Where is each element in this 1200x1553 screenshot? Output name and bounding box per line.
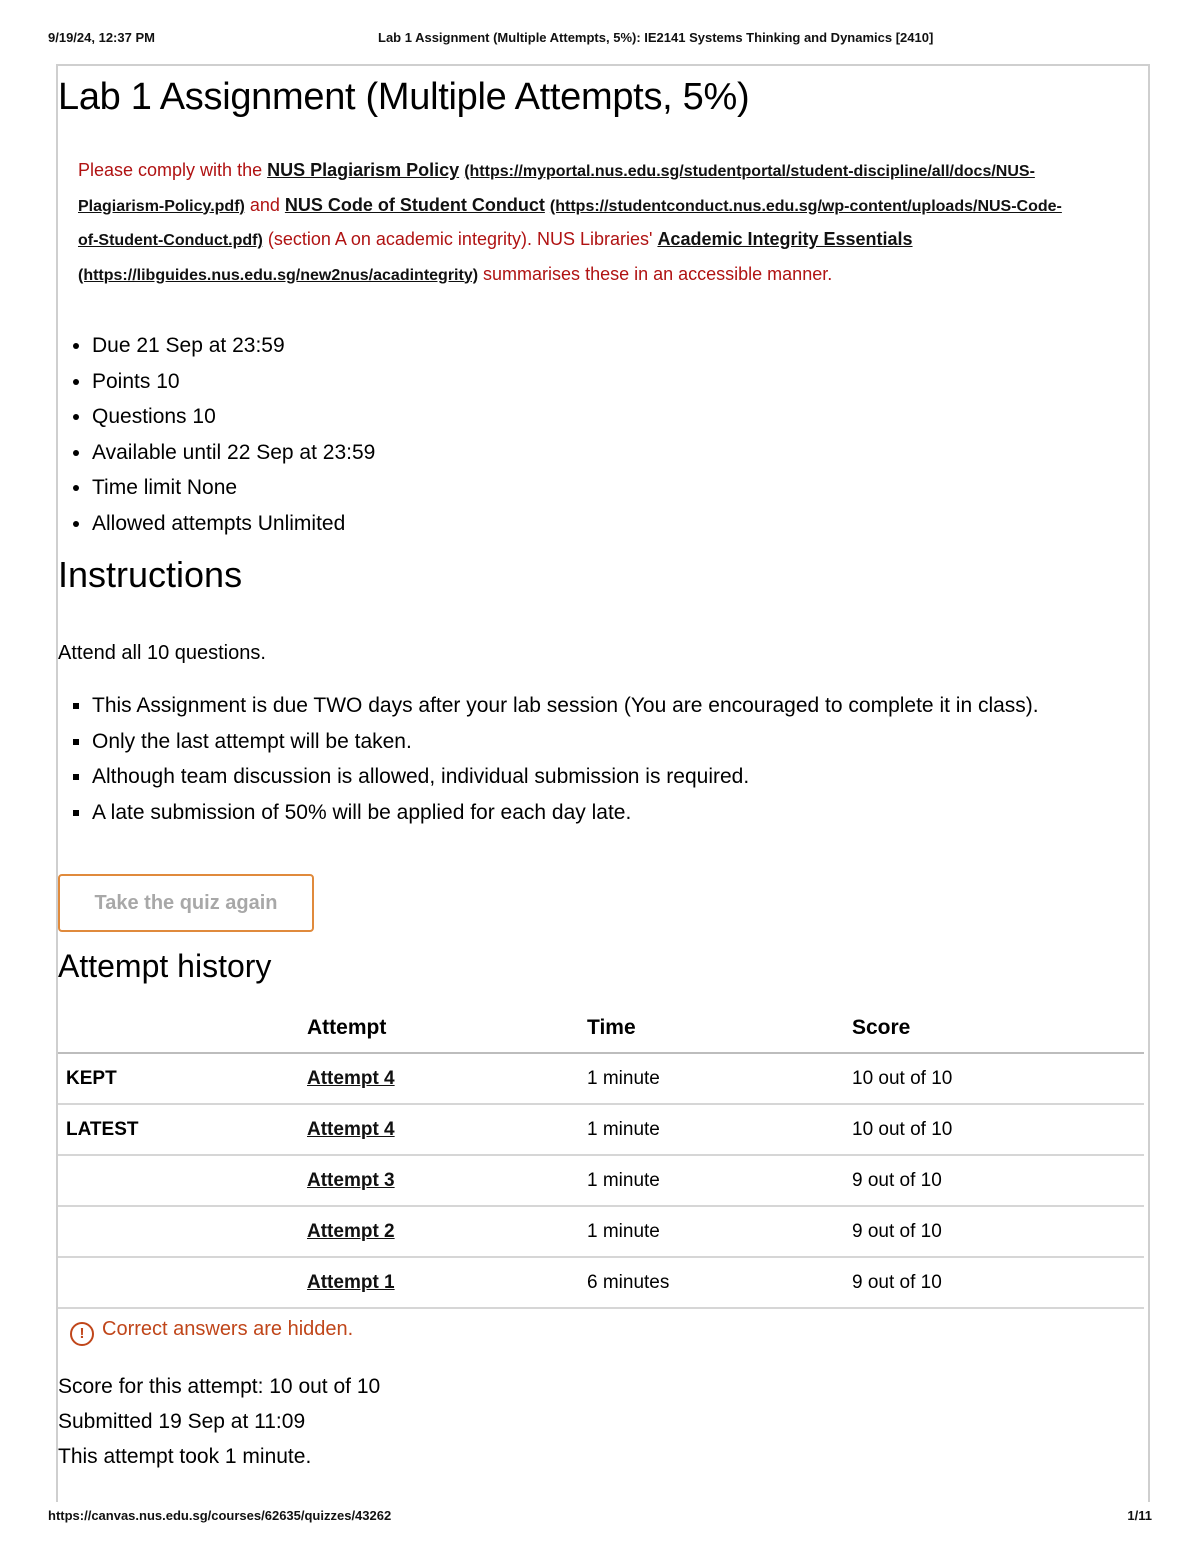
rule-item: ▪ Although team discussion is allowed, individual submission is required. [92, 759, 1132, 795]
attempt-history-heading: Attempt history [58, 948, 272, 984]
attempt-time: 6 minutes [586, 1257, 851, 1308]
attend-text: Attend all 10 questions. [58, 642, 266, 664]
time-column-header: Time [586, 1004, 851, 1053]
attempt-time: 1 minute [586, 1053, 851, 1104]
page-title: Lab 1 Assignment (Multiple Attempts, 5%) [58, 76, 750, 118]
table-row [58, 1104, 1144, 1155]
table-row [58, 1053, 1144, 1104]
page-number: 1/11 [1127, 1508, 1152, 1523]
integrity-notice [78, 154, 1068, 292]
print-doc-title: Lab 1 Assignment (Multiple Attempts, 5%): IE2141 Systems Thinking and Dynamics [2410] [378, 30, 934, 45]
attempt-link[interactable]: Attempt 1 [307, 1271, 395, 1293]
attempt-score: 10 out of 10 [851, 1104, 1144, 1155]
answers-hidden-notice [70, 1318, 353, 1346]
questions-count: • Questions 10 [92, 399, 375, 435]
code-of-conduct-link[interactable]: NUS Code of Student Conduct [284, 194, 545, 215]
notice-text-3: (section A on academic integrity). NUS Libraries' [262, 229, 658, 249]
attempt-time: 1 minute [586, 1155, 851, 1206]
table-header-row [58, 1004, 1144, 1053]
attempt-score-summary: Score for this attempt: 10 out of 10 [58, 1375, 381, 1398]
rule-item: ▪ Only the last attempt will be taken. [92, 724, 1132, 760]
notice-text-2: and [244, 194, 285, 215]
print-footer [48, 1508, 1152, 1528]
instruction-rules [58, 688, 1132, 830]
attempt-time: 1 minute [586, 1206, 851, 1257]
academic-integrity-link[interactable]: Academic Integrity Essentials [657, 229, 913, 249]
points: • Points 10 [92, 364, 375, 400]
score-column-header: Score [851, 1004, 1144, 1053]
attempt-column-header: Attempt [306, 1004, 586, 1053]
due-date: • Due 21 Sep at 23:59 [92, 328, 375, 364]
answers-hidden-text: Correct answers are hidden. [102, 1318, 354, 1340]
attempt-status: KEPT [58, 1053, 306, 1104]
available-until: • Available until 22 Sep at 23:59 [92, 435, 375, 471]
attempt-score: 10 out of 10 [851, 1053, 1144, 1104]
notice-text-1: Please comply with the [78, 160, 268, 180]
attempt-link[interactable]: Attempt 3 [307, 1169, 395, 1191]
rule-item: ▪ A late submission of 50% will be applied for each day late. [92, 795, 1132, 831]
plagiarism-policy-url[interactable]: (https://myportal.nus.edu.sg/studentportal/student-discipline/all/docs/NUS-Plagiarism-Policy.pdf) [78, 163, 1035, 215]
attempt-status [58, 1206, 306, 1257]
info-icon: ! [70, 1322, 94, 1346]
attempt-status [58, 1257, 306, 1308]
attempt-status: LATEST [58, 1104, 306, 1155]
rule-item: ▪ This Assignment is due TWO days after your lab session (You are encouraged to complete it in class). [92, 688, 1132, 724]
attempt-duration: This attempt took 1 minute. [58, 1445, 312, 1468]
academic-integrity-url[interactable]: (https://libguides.nus.edu.sg/new2nus/acadintegrity) [78, 266, 479, 284]
attempt-score: 9 out of 10 [851, 1206, 1144, 1257]
quiz-details [58, 328, 375, 541]
table-row [58, 1155, 1144, 1206]
plagiarism-policy-link[interactable]: NUS Plagiarism Policy [267, 160, 460, 180]
notice-text-4: summarises these in an accessible manner. [478, 263, 833, 284]
allowed-attempts: • Allowed attempts Unlimited [92, 506, 375, 542]
table-row [58, 1206, 1144, 1257]
print-url: https://canvas.nus.edu.sg/courses/62635/quizzes/43262 [48, 1508, 392, 1523]
attempt-score: 9 out of 10 [851, 1257, 1144, 1308]
print-header [48, 30, 1152, 50]
instructions-heading: Instructions [58, 554, 243, 595]
attempt-history-table [58, 1004, 1144, 1309]
time-limit: • Time limit None [92, 470, 375, 506]
attempt-score: 9 out of 10 [851, 1155, 1144, 1206]
status-column-header [58, 1004, 306, 1053]
attempt-link[interactable]: Attempt 4 [307, 1067, 395, 1089]
code-of-conduct-url[interactable]: (https://studentconduct.nus.edu.sg/wp-content/uploads/NUS-Code-of-Student-Conduct.pdf) [78, 197, 1062, 249]
attempt-time: 1 minute [586, 1104, 851, 1155]
take-quiz-again-button[interactable]: Take the quiz again [58, 874, 314, 932]
attempt-status [58, 1155, 306, 1206]
submitted-time: Submitted 19 Sep at 11:09 [58, 1410, 306, 1433]
attempt-link[interactable]: Attempt 2 [307, 1220, 395, 1242]
print-datetime: 9/19/24, 12:37 PM [48, 30, 155, 45]
attempt-summary [58, 1369, 380, 1474]
table-row [58, 1257, 1144, 1308]
attempt-link[interactable]: Attempt 4 [307, 1118, 395, 1140]
